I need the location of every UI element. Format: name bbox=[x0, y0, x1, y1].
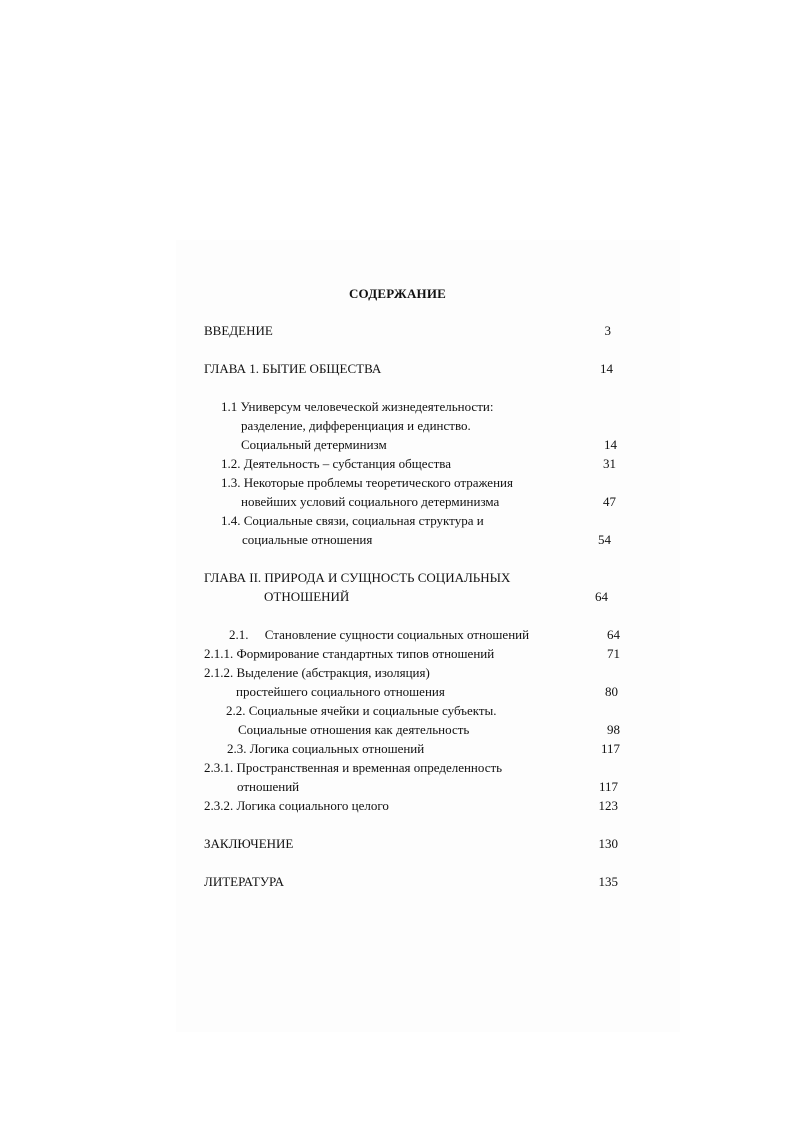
toc-entry-1-3-cont: новейших условий социального детерминизма bbox=[241, 494, 500, 509]
toc-page-number: 117 bbox=[600, 741, 620, 756]
toc-entry-1-2: 1.2. Деятельность – субстанция общества bbox=[221, 456, 451, 471]
toc-entry-2-2: 2.2. Социальные ячейки и социальные субъекты. bbox=[226, 703, 497, 718]
toc-entry-2-3-1: 2.3.1. Пространственная и временная определенность bbox=[204, 760, 503, 775]
toc-entry-1-1: 1.1 Универсум человеческой жизнедеятельности: bbox=[221, 399, 494, 414]
toc-page-number: 64 bbox=[595, 589, 608, 604]
toc-entry-chapter-2: ГЛАВА II. ПРИРОДА И СУЩНОСТЬ СОЦИАЛЬНЫХ bbox=[204, 570, 511, 585]
toc-entry-literature: ЛИТЕРАТУРА bbox=[204, 874, 284, 889]
toc-entry-2-1: 2.1. Становление сущности социальных отношений bbox=[229, 627, 530, 642]
toc-entry-chapter-1: ГЛАВА 1. БЫТИЕ ОБЩЕСТВА bbox=[204, 361, 382, 376]
toc-entry-1-4: 1.4. Социальные связи, социальная структура и bbox=[221, 513, 484, 528]
toc-page-number: 123 bbox=[598, 798, 618, 813]
toc-page-number: 14 bbox=[600, 361, 613, 376]
toc-entry-chapter-2-cont: ОТНОШЕНИЙ bbox=[264, 589, 350, 604]
toc-entry-2-1-2-cont: простейшего социального отношения bbox=[236, 684, 445, 699]
toc-page-number: 54 bbox=[598, 532, 611, 547]
toc-title: СОДЕРЖАНИЕ bbox=[348, 286, 447, 301]
toc-entry-2-1-2: 2.1.2. Выделение (абстракция, изоляция) bbox=[204, 665, 430, 680]
toc-page-number: 47 bbox=[603, 494, 616, 509]
toc-entry-1-1-cont: разделение, дифференциация и единство. bbox=[241, 418, 471, 433]
toc-page-number: 3 bbox=[604, 323, 611, 338]
toc-entry-1-4-cont: социальные отношения bbox=[242, 532, 373, 547]
toc-page-number: 80 bbox=[605, 684, 618, 699]
toc-page-number: 98 bbox=[607, 722, 620, 737]
toc-entry-1-3: 1.3. Некоторые проблемы теоретического отражения bbox=[221, 475, 513, 490]
toc-page-number: 64 bbox=[607, 627, 620, 642]
toc-page-number: 117 bbox=[598, 779, 618, 794]
toc-entry-2-3: 2.3. Логика социальных отношений bbox=[227, 741, 425, 756]
toc-page-number: 71 bbox=[607, 646, 620, 661]
toc-page-number: 14 bbox=[604, 437, 617, 452]
toc-page-number: 135 bbox=[598, 874, 618, 889]
toc-entry-introduction: ВВЕДЕНИЕ bbox=[204, 323, 273, 338]
toc-entry-2-3-1-cont: отношений bbox=[237, 779, 300, 794]
toc-entry-2-2-cont: Социальные отношения как деятельность bbox=[238, 722, 470, 737]
toc-entry-1-1-cont: Социальный детерминизм bbox=[241, 437, 387, 452]
toc-entry-conclusion: ЗАКЛЮЧЕНИЕ bbox=[204, 836, 294, 851]
toc-entry-2-1-1: 2.1.1. Формирование стандартных типов отношений bbox=[204, 646, 495, 661]
toc-page-number: 130 bbox=[598, 836, 618, 851]
toc-entry-2-3-2: 2.3.2. Логика социального целого bbox=[204, 798, 389, 813]
toc-page-number: 31 bbox=[603, 456, 616, 471]
